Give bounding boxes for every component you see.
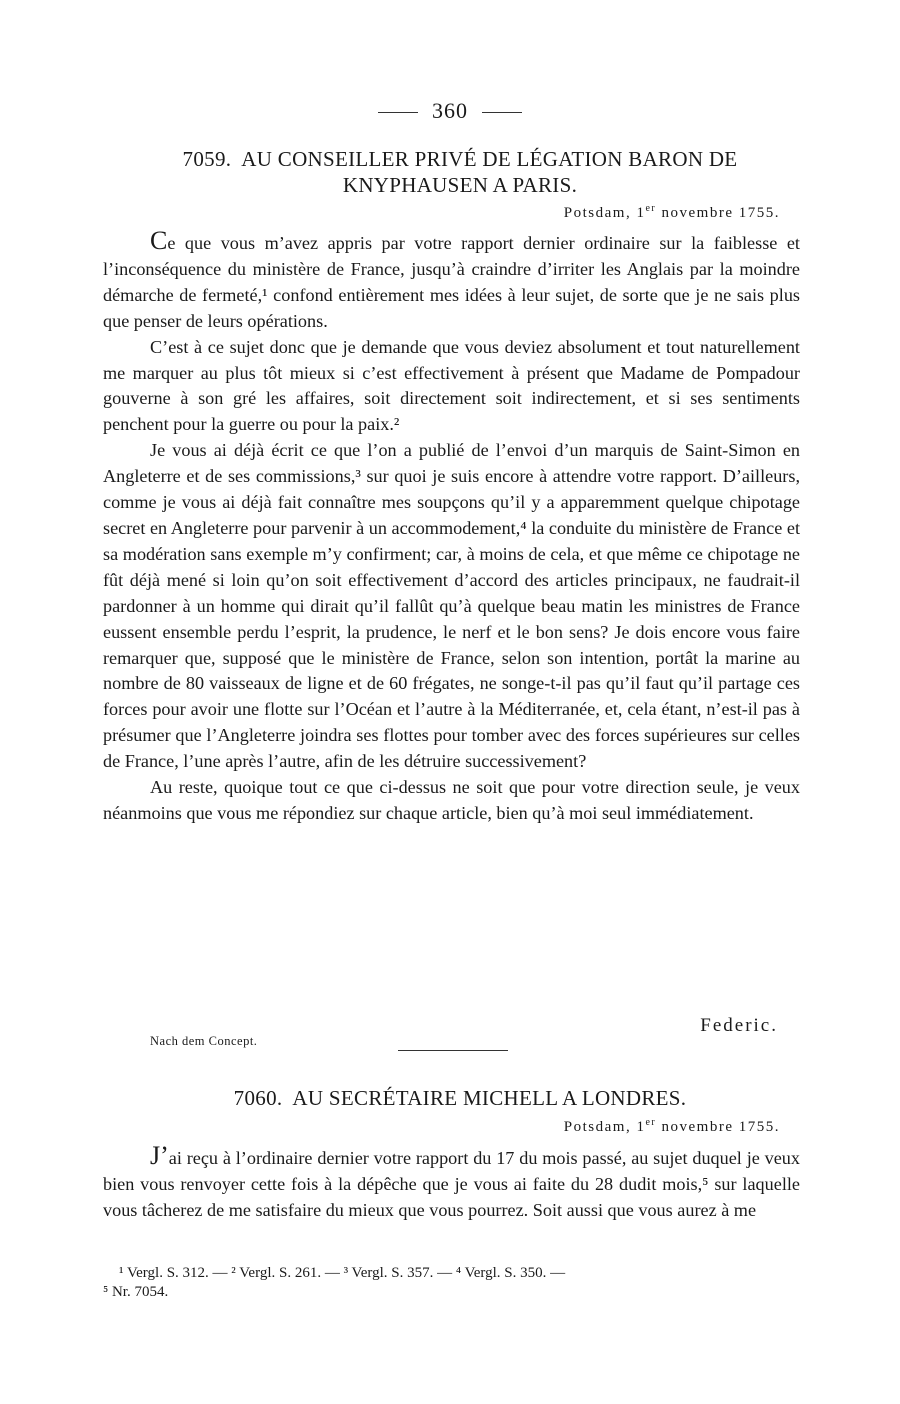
- signature: Federic.: [700, 1015, 778, 1036]
- footnote-line-1: ¹ Vergl. S. 312. — ² Vergl. S. 261. — ³ Vergl. S. 357. — ⁴ Vergl. S. 350. —: [119, 1265, 566, 1281]
- letter-body-7060: [103, 1143, 800, 1224]
- letter-heading-7060: [120, 1085, 800, 1111]
- page-number: 360: [0, 98, 900, 124]
- dateline-7060: Potsdam, 1er novembre 1755.: [563, 1117, 780, 1135]
- letter-number: 7060.: [233, 1086, 283, 1110]
- page-number-dash-right: [482, 112, 522, 113]
- letter-heading-7059: [120, 146, 800, 198]
- paragraph: Au reste, quoique tout ce que ci-dessus ne soit que pour votre direction seule, je veux néanmoins que vous me répondiez sur chaque article, bien qu’à moi seul immédiatement.: [103, 777, 800, 823]
- footnotes: [103, 1264, 800, 1302]
- paragraph: C’est à ce sujet donc que je demande que vous deviez absolument et tout naturellement me marquer au plus tôt mieux si c’est effectivement à présent que Madame de Pompadour gouverne à son gré les affaires, soit directement soit indirectement, et si ses sentiments penchent pour la guerre ou pour la paix.²: [103, 336, 800, 435]
- page-number-dash-left: [378, 112, 418, 113]
- heading-line-2: KNYPHAUSEN A PARIS.: [342, 173, 578, 197]
- heading-line-1: AU SECRÉTAIRE MICHELL A LONDRES.: [292, 1086, 687, 1110]
- paragraph: Je vous ai déjà écrit ce que l’on a publié de l’envoi d’un marquis de Saint-Simon en Angleterre et de ses commissions,³ sur quoi je suis encore à attendre votre rapport. D’ailleurs, comme je vous ai déjà fait connaître mes soupçons qu’il y a apparemment quelque chipotage secret en Angleterre pour parvenir à un accommodement,⁴ la conduite du ministère de France et sa modération sans exemple m’y confirment; car, à moins de cela, et que même ce chipotage ne fût déjà mené si loin qu’on soit effectivement d’accord des articles principaux, ne faudrait-il pardonner à un homme qui dirait qu’il fallût qu’à quelque beau matin les ministres de France eussent ensemble perdu l’esprit, la prudence, le nerf et le bon sens? Je dois encore vous faire remarquer que, supposé que le ministère de France, selon son intention, portât la marine au nombre de 80 vaisseaux de ligne et de 60 frégates, ne songe-t-il pas qu’il faut qu’il partage ces forces pour avoir une flotte sur l’Océan et l’autre à la Méditerranée, et, cela étant, n’est-il pas à présumer que l’Angleterre joindra ses flottes pour tomber avec des forces supérieures sur celles de France, l’une après l’autre, afin de les détruire successivement?: [103, 440, 800, 772]
- section-divider: [398, 1050, 508, 1051]
- letter-number: 7059.: [182, 147, 232, 171]
- letter-body-7059: [103, 228, 800, 827]
- paragraph: Ce que vous m’avez appris par votre rapport dernier ordinaire sur la faiblesse et l’inconséquence du ministère de France, jusqu’à craindre d’irriter les Anglais par la moindre démarche de fermeté,¹ confond entièrement mes idées à leur sujet, de sorte que je ne sais plus que penser de leurs opérations.: [103, 226, 800, 331]
- paragraph: J’ai reçu à l’ordinaire dernier votre rapport du 17 du mois passé, au sujet duquel je veux bien vous renvoyer cette fois à la dépêche que je vous ai faite du 28 dudit mois,⁵ sur laquelle vous tâcherez de me satisfaire du mieux que vous pourrez. Soit aussi que vous aurez à me: [103, 1141, 800, 1220]
- source-note: Nach dem Concept.: [150, 1034, 258, 1048]
- footnote-line-2: ⁵ Nr. 7054.: [103, 1284, 169, 1300]
- heading-line-1: AU CONSEILLER PRIVÉ DE LÉGATION BARON DE: [241, 147, 738, 171]
- dateline-7059: Potsdam, 1er novembre 1755.: [563, 203, 780, 221]
